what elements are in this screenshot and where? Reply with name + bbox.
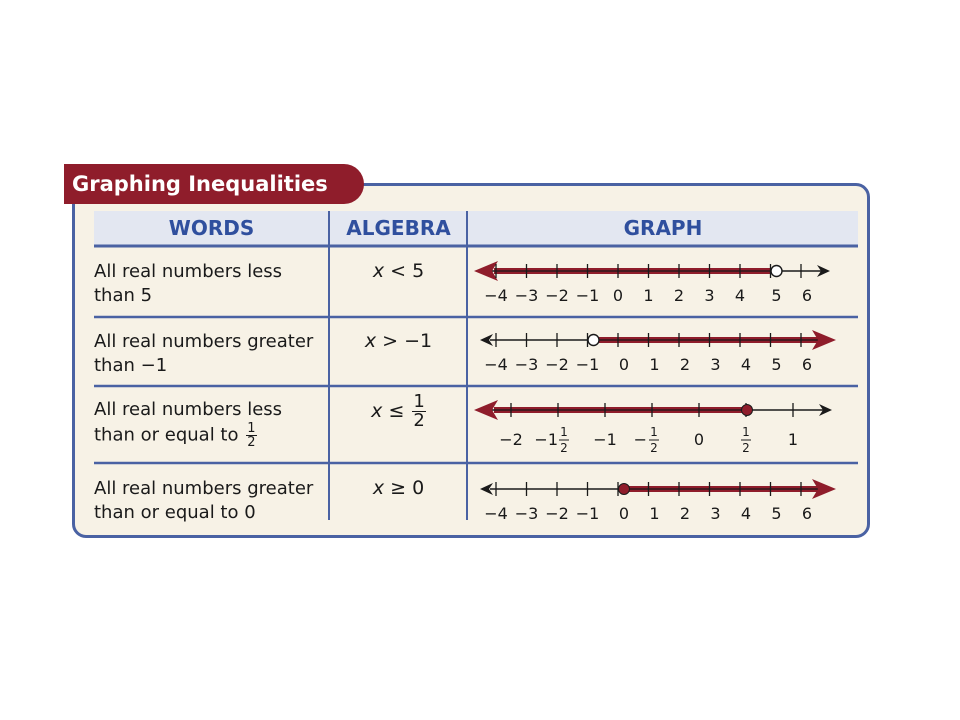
row-4-algebra [330, 477, 467, 499]
tick-label: 1 [649, 355, 660, 374]
tick-label: 2 [673, 286, 685, 305]
tick-label: −4 [484, 286, 508, 305]
tick-label: −1 [575, 355, 600, 374]
tick-label-sign: − [633, 430, 647, 449]
tick-label: 4 [740, 504, 752, 523]
tick-label: 3 [704, 286, 715, 305]
number-line-1 [470, 256, 850, 308]
tick-label: −3 [514, 504, 539, 523]
tick-label: 4 [740, 355, 752, 374]
tick-label: 5 [771, 504, 782, 523]
tick-labels [499, 425, 798, 455]
tick-label-den: 2 [560, 441, 568, 455]
tick-label-den: 2 [650, 441, 658, 455]
fraction-numerator: 1 [413, 391, 425, 412]
header-algebra: ALGEBRA [346, 216, 451, 240]
open-endpoint [588, 335, 599, 346]
tick-label: −1 [593, 430, 617, 449]
algebra-operator: < [390, 260, 407, 282]
tick-label-int: −1 [534, 430, 558, 449]
tick-label: 6 [801, 286, 813, 305]
row-4-words-line1: All real numbers greater [94, 478, 314, 499]
closed-endpoint [619, 484, 630, 495]
tick-label: 2 [679, 355, 691, 374]
tick-label: −2 [499, 430, 523, 449]
algebra-fraction [412, 393, 425, 430]
tick-label-num: 1 [650, 425, 658, 439]
closed-endpoint [742, 405, 753, 416]
tick-label: −3 [514, 286, 539, 305]
tick-label: 0 [618, 504, 630, 523]
tick-label-num: 1 [560, 425, 568, 439]
tick-label: 4 [734, 286, 746, 305]
algebra-operator: > [382, 330, 399, 352]
tick-label: 5 [771, 355, 782, 374]
algebra-value: −1 [404, 330, 433, 352]
algebra-value: 0 [412, 477, 425, 499]
algebra-variable: x [372, 260, 385, 282]
row-3-words-line2-wrap [94, 422, 329, 449]
tick-label: 1 [643, 286, 654, 305]
row-2-words-line1: All real numbers greater [94, 331, 314, 352]
row-2-words [94, 330, 329, 378]
number-line-4 [470, 474, 850, 526]
open-endpoint [771, 266, 782, 277]
row-3-words [94, 398, 329, 449]
algebra-value: 5 [412, 260, 425, 282]
tick-label: −1 [575, 286, 600, 305]
algebra-operator: ≥ [390, 477, 407, 499]
number-line-3 [470, 395, 850, 459]
row-1-words-line2: than 5 [94, 285, 153, 306]
words-fraction [246, 422, 256, 449]
number-line-2 [470, 325, 850, 377]
tick-label: −2 [545, 355, 569, 374]
algebra-variable: x [371, 400, 383, 422]
row-4-words [94, 477, 329, 525]
tick-label: 5 [771, 286, 782, 305]
fraction-numerator: 1 [247, 421, 256, 436]
tick-label: 6 [801, 504, 813, 523]
row-2-words-line2: than −1 [94, 355, 168, 376]
tick-label-num: 1 [742, 425, 750, 439]
tick-label: 2 [679, 504, 691, 523]
tick-label: 3 [710, 504, 721, 523]
table-title: Graphing Inequalities [72, 172, 328, 196]
row-1-words-line1: All real numbers less [94, 261, 283, 282]
row-3-words-line1: All real numbers less [94, 399, 283, 420]
tick-label: 1 [649, 504, 660, 523]
tick-label: 3 [710, 355, 721, 374]
algebra-operator: ≤ [388, 400, 405, 422]
row-3-words-line2: than or equal to [94, 424, 239, 446]
tick-label: −1 [575, 504, 600, 523]
row-1-words [94, 260, 329, 308]
tick-label: −2 [545, 286, 569, 305]
row-4-words-line2: than or equal to 0 [94, 502, 256, 523]
tick-label: 0 [612, 286, 624, 305]
fraction-denominator: 2 [413, 410, 425, 431]
row-1-algebra [330, 260, 467, 282]
header-graph: GRAPH [623, 216, 703, 240]
tick-label: 6 [801, 355, 813, 374]
tick-label: −3 [514, 355, 539, 374]
tick-label: 0 [618, 355, 630, 374]
algebra-variable: x [372, 477, 385, 499]
tick-label: 0 [693, 430, 705, 449]
fraction-denominator: 2 [247, 435, 256, 450]
tick-label: −2 [545, 504, 569, 523]
row-2-algebra [330, 330, 467, 352]
tick-label-den: 2 [742, 441, 750, 455]
header-words: WORDS [168, 216, 255, 240]
tick-label: −4 [484, 504, 508, 523]
algebra-variable: x [364, 330, 377, 352]
tick-label: −4 [484, 355, 508, 374]
row-3-algebra [330, 393, 467, 430]
tick-label: 1 [787, 430, 799, 449]
